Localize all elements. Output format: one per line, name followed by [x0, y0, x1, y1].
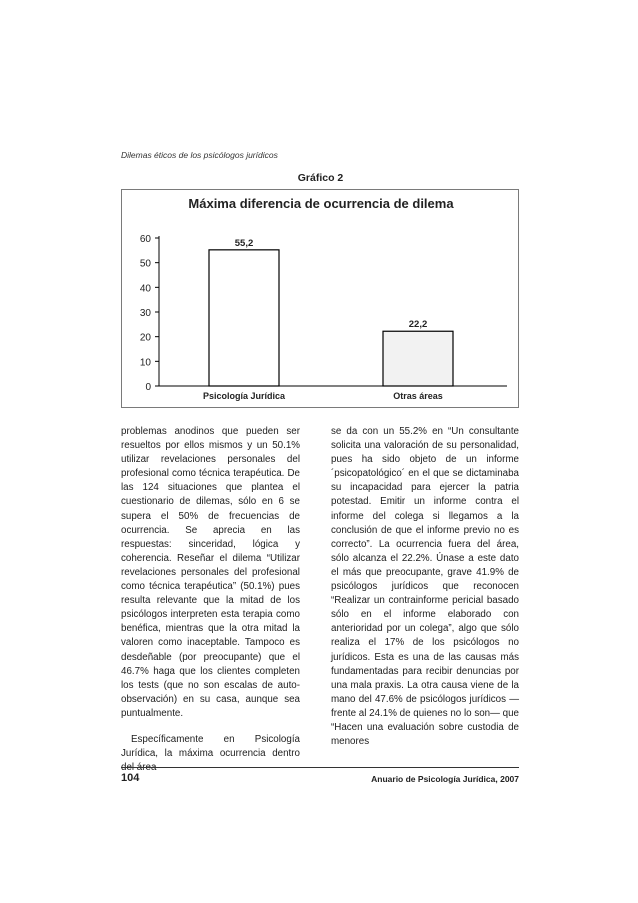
running-head: Dilemas éticos de los psicólogos jurídicos	[121, 150, 278, 160]
page-number: 104	[121, 772, 140, 784]
y-tick-label: 40	[139, 283, 151, 295]
bar-chart	[121, 189, 519, 408]
left-column	[121, 425, 300, 775]
figure-caption: Gráfico 2	[297, 172, 344, 184]
footer-rule	[121, 767, 519, 768]
right-column	[331, 425, 519, 749]
data-label: 55,2	[234, 237, 254, 249]
y-tick-label: 10	[139, 357, 151, 369]
x-tick-label: Psicología Jurídica	[202, 391, 286, 401]
data-label: 22,2	[408, 319, 428, 331]
y-tick-label: 50	[139, 258, 151, 270]
y-tick-label: 30	[139, 308, 151, 319]
x-tick-label: Otras áreas	[393, 391, 443, 401]
y-tick-label: 0	[145, 382, 151, 393]
chart-title: Máxima diferencia de ocurrencia de dilema	[188, 196, 454, 211]
body-paragraph: se da con un 55.2% en “Un consultante solicita una valoración de su personalidad, pues ha sido objeto de un informe ´psicopatológico´ en el que se dictaminaba su incapacidad para ejercer la patria potestad. Emitir un informe contra el informe del colega si llegamos a la conclusión de que el informe previo no es correcto”. La ocurrencia fuera del área, sólo alcanza el 22.2%. Únase a este dato el más que preocupante, grave 41.9% de psicólogos jurídicos que reconocen “Realizar un contrainforme pericial basado sólo en el informe elaborado con anterioridad por un colega”, algo que sólo realiza el 17% de los psicólogos no jurídicos. Esta es una de las causas más fundamentadas para recibir denuncias por una mala praxis. La otra causa viene de la mano del 47.6% de psicólogos jurídicos —frente al 24.1% de quienes no lo son— que “Hacen una evaluación sobre custodia de menores	[331, 426, 519, 748]
bar	[209, 250, 279, 386]
bar	[383, 331, 453, 386]
y-tick-label: 60	[139, 234, 151, 245]
body-paragraph: Específicamente en Psicología Jurídica, la máxima ocurrencia dentro del área	[121, 733, 300, 774]
chart-svg	[122, 190, 520, 409]
y-tick-label: 20	[139, 332, 151, 344]
body-paragraph: problemas anodinos que pueden ser resueltos por ellos mismos y un 50.1% utilizar revelaciones personales del profesional como técnica terapéutica. De las 124 situaciones que plantea el cuestionario de dilemas, sólo en 6 se supera el 50% de frecuencias de ocurrencia. Se aprecia en las respuestas: sinceridad, lógica y coherencia. Reseñar el dilema “Utilizar revelaciones personales del profesional como técnica terapéutica” (50.1%) pues resulta relevante que la mitad de los psicólogos interpreten esta terapia como benéfica, mientras que la otra mitad la valoren como inaceptable. Tampoco es desdeñable (por preocupante) que el 46.7% haga que los clientes completen los tests (que no son escalas de auto-observación) en su casa, aunque sea puntualmente.	[121, 426, 300, 719]
journal-name: Anuario de Psicología Jurídica, 2007	[371, 774, 519, 784]
